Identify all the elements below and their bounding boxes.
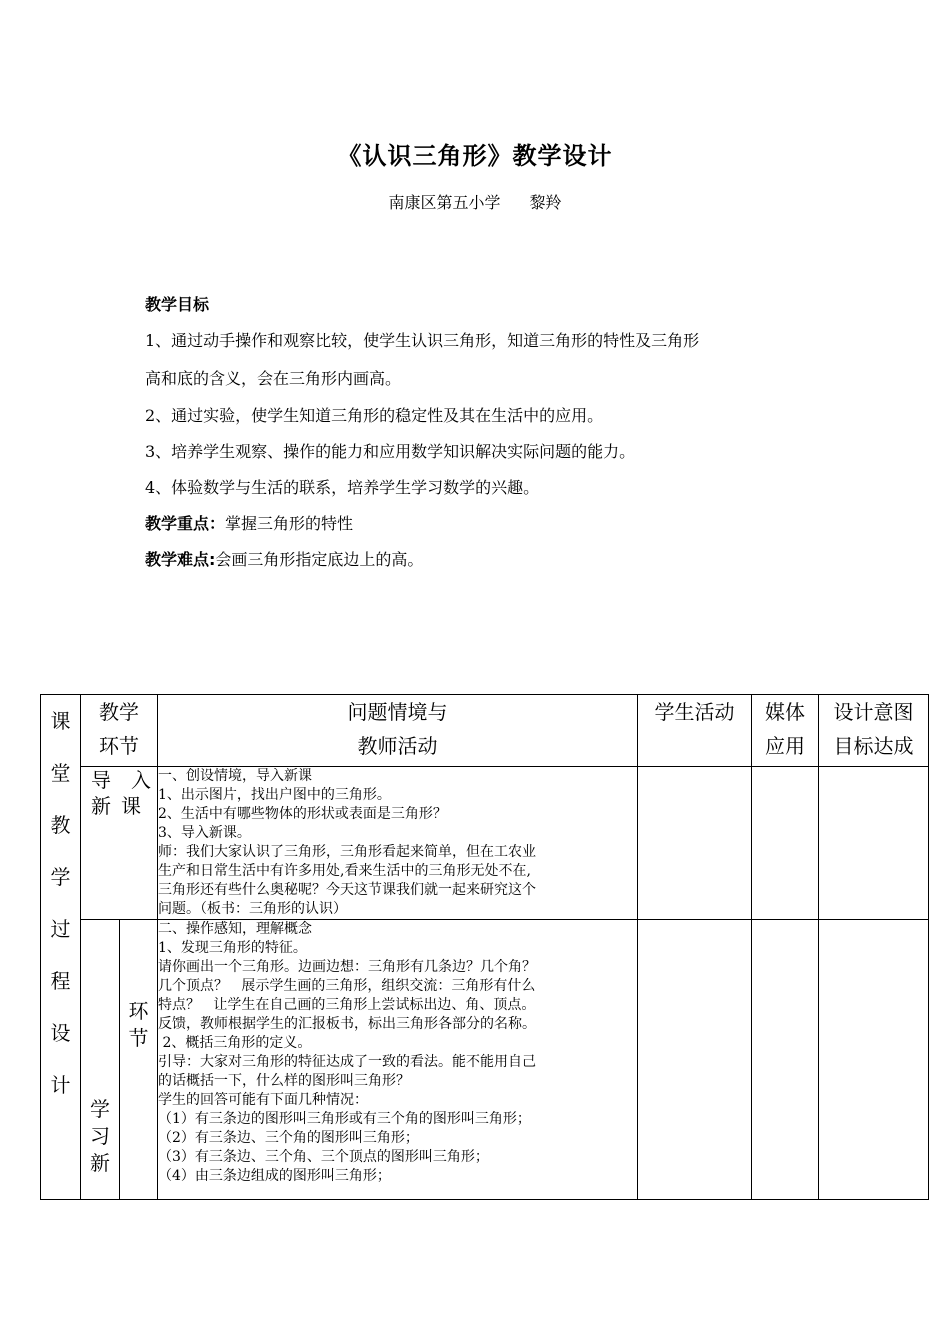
stage-intro	[81, 767, 158, 920]
activity-line: 引导：大家对三角形的特征达成了一致的看法。能不能用自己	[158, 1054, 536, 1070]
media-cell	[752, 920, 819, 1200]
header-design-line1: 设计意图	[833, 700, 914, 724]
document-title: 《认识三角形》教学设计	[337, 142, 613, 170]
activity-line: 1、出示图片，找出户图中的三角形。	[158, 787, 391, 803]
objectives-heading: 教学目标	[145, 295, 210, 314]
teaching-focus-text: 掌握三角形的特性	[225, 514, 354, 533]
activity-line: 的话概括一下，什么样的图形叫三角形？	[158, 1073, 410, 1089]
stage-intro-char: 新	[91, 794, 111, 818]
side-label-column	[41, 695, 81, 1200]
stage-learn-right	[120, 920, 158, 1200]
header-media-line2: 应用	[765, 734, 805, 758]
header-activity-line2: 教师活动	[357, 734, 438, 758]
activity-line: 二、操作感知，理解概念	[158, 921, 312, 937]
stage-intro-char: 入	[131, 768, 151, 792]
table-header-row	[41, 695, 929, 767]
stage-learn-char: 学	[90, 1097, 110, 1121]
activity-line: 生产和日常生活中有许多用处,看来生活中的三角形无处不在,	[158, 863, 531, 879]
school-name: 南康区第五小学	[388, 193, 501, 212]
stage-learn-char: 新	[90, 1151, 110, 1175]
objective-line: 高和底的含义，会在三角形内画高。	[145, 369, 402, 388]
header-student: 学生活动	[638, 695, 752, 767]
objective-line: 3、培养学生观察、操作的能力和应用数学知识解决实际问题的能力。	[145, 442, 636, 461]
activity-line: （3）有三条边、三个角、三个顶点的图形叫三角形；	[158, 1149, 489, 1165]
header-activity-line1: 问题情境与	[347, 700, 448, 724]
table-row	[41, 920, 929, 1200]
activity-line: 问题。（板书：三角形的认识）	[158, 901, 347, 917]
activity-line: 3、导入新课。	[158, 825, 251, 841]
design-cell	[819, 767, 929, 920]
design-cell	[819, 920, 929, 1200]
header-stage	[81, 695, 158, 767]
activity-line: 1、发现三角形的特征。	[158, 940, 307, 956]
activity-line: （2）有三条边、三个角的图形叫三角形；	[158, 1130, 419, 1146]
header-activity	[158, 695, 638, 767]
stage-learn-char: 环	[128, 999, 149, 1023]
side-label-char: 程	[50, 969, 71, 993]
activity-line: 2、生活中有哪些物体的形状或表面是三角形？	[158, 806, 447, 822]
author-name: 黎羚	[529, 193, 562, 212]
side-label-char: 堂	[50, 761, 71, 785]
side-label-char: 教	[50, 813, 71, 837]
header-stage-line1: 教学	[99, 700, 139, 724]
lesson-process-table	[40, 694, 929, 1200]
teaching-difficulty	[145, 547, 423, 570]
header-media	[752, 695, 819, 767]
teaching-focus-label: 教学重点：	[145, 514, 226, 533]
teaching-difficulty-text: 会画三角形指定底边上的高。	[215, 550, 424, 569]
activity-intro	[158, 767, 638, 920]
header-design-line2: 目标达成	[833, 734, 914, 758]
activity-line: 三角形还有些什么奥秘呢？今天这节课我们就一起来研究这个	[158, 882, 536, 898]
activity-learn	[158, 920, 638, 1200]
stage-learn-left	[81, 920, 120, 1200]
student-cell	[638, 920, 752, 1200]
side-label-char: 过	[50, 917, 71, 941]
activity-line: 师：我们大家认识了三角形，三角形看起来简单，但在工农业	[158, 844, 536, 860]
teaching-focus	[145, 511, 353, 534]
objective-line: 4、体验数学与生活的联系，培养学生学习数学的兴趣。	[145, 478, 540, 497]
side-label-char: 设	[50, 1021, 71, 1045]
activity-line: 学生的回答可能有下面几种情况：	[158, 1092, 368, 1108]
table-row	[41, 767, 929, 920]
activity-line: 几个顶点？ 展示学生画的三角形，组织交流：三角形有什么	[158, 978, 536, 994]
activity-line: （1）有三条边的图形叫三角形或有三个角的图形叫三角形；	[158, 1111, 531, 1127]
activity-line: 特点？ 让学生在自己画的三角形上尝试标出边、角、顶点。	[158, 997, 536, 1013]
side-label-char: 课	[50, 709, 71, 733]
header-design	[819, 695, 929, 767]
activity-line: 请你画出一个三角形。边画边想：三角形有几条边？几个角？	[158, 959, 536, 975]
objective-line: 1、通过动手操作和观察比较，使学生认识三角形，知道三角形的特性及三角形	[145, 331, 700, 350]
activity-line: （4）由三条边组成的图形叫三角形；	[158, 1168, 391, 1184]
activity-line: 反馈，教师根据学生的汇报板书，标出三角形各部分的名称。	[158, 1016, 536, 1032]
activity-line: 一、创设情境，导入新课	[158, 768, 312, 784]
stage-learn-char: 节	[128, 1026, 149, 1050]
header-media-line1: 媒体	[765, 700, 805, 724]
stage-intro-char: 导	[91, 768, 111, 792]
media-cell	[752, 767, 819, 920]
side-label-char: 学	[50, 865, 71, 889]
author-line	[0, 190, 950, 213]
teaching-difficulty-label: 教学难点:	[145, 550, 216, 569]
header-stage-line2: 环节	[99, 734, 139, 758]
student-cell	[638, 767, 752, 920]
side-label-char: 计	[50, 1073, 71, 1097]
stage-learn-char: 习	[90, 1124, 110, 1148]
objective-line: 2、通过实验，使学生知道三角形的稳定性及其在生活中的应用。	[145, 406, 604, 425]
activity-line: 2、概括三角形的定义。	[158, 1035, 312, 1051]
stage-intro-char: 课	[121, 794, 141, 818]
